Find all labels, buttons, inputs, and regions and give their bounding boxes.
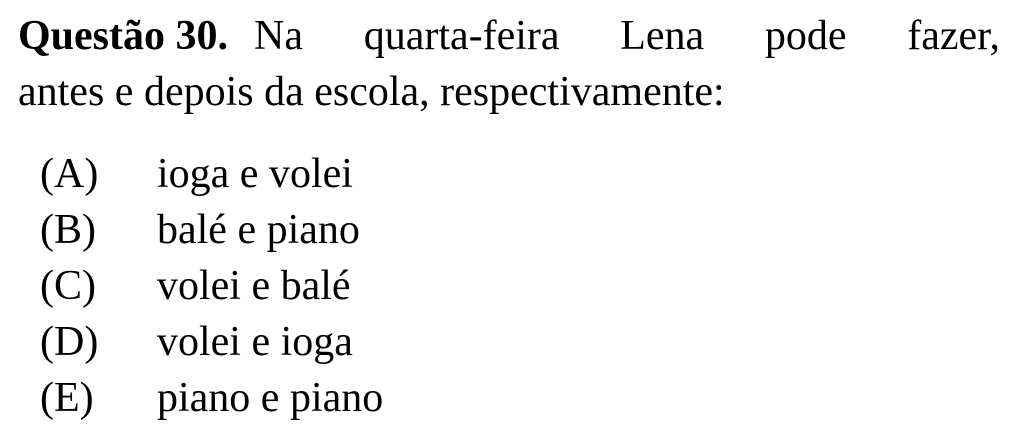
question-number: Questão 30. [18,13,228,59]
question-word: Na [254,13,303,59]
option-text: volei e ioga [157,319,353,365]
question-word: fazer, [907,13,1000,59]
option-text: volei e balé [157,263,351,309]
option-e[interactable] [40,370,383,426]
option-d[interactable] [40,314,383,370]
answer-options [40,146,383,426]
option-letter: (D) [40,319,99,365]
question-line-2: antes e depois da escola, respectivamente: [18,69,725,115]
option-b[interactable] [40,202,383,258]
question-word: pode [764,13,847,59]
option-text: ioga e volei [157,151,353,197]
question-line-1 [18,8,1000,64]
option-letter: (A) [40,151,99,197]
option-letter: (C) [40,263,96,309]
option-letter: (E) [40,375,94,421]
option-text: piano e piano [157,375,384,421]
question-word: Lena [620,13,705,59]
question-label-group [18,8,303,64]
question-word: quarta-feira [363,13,560,59]
option-c[interactable] [40,258,383,314]
option-letter: (B) [40,207,96,253]
question-block [18,8,1000,120]
option-a[interactable] [40,146,383,202]
option-text: balé e piano [157,207,360,253]
